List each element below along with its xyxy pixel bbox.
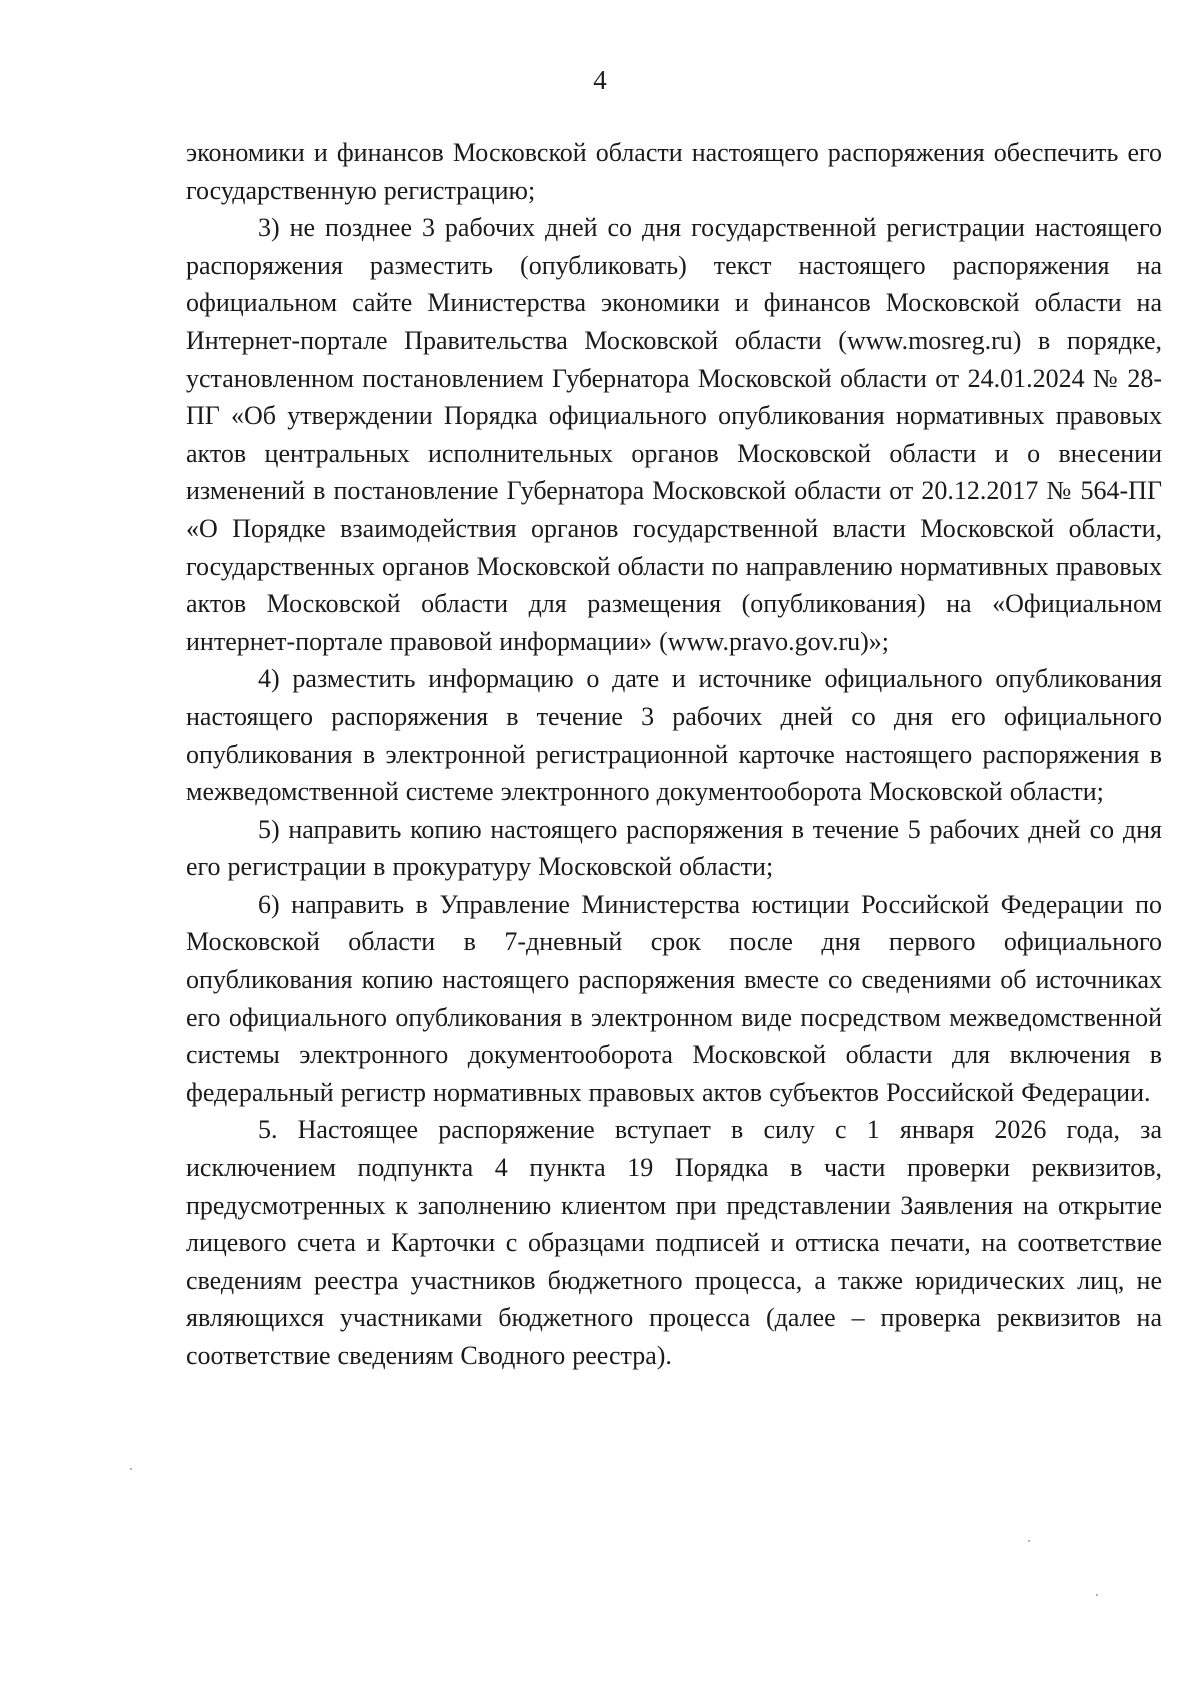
document-body xyxy=(186,134,1162,1375)
paragraph-item-3: 3) не позднее 3 рабочих дней со дня государственной регистрации настоящего распоряжения разместить (опубликовать) текст настоящего распоряжения на официальном сайте Министерства экономики и финансов Московской области на Интернет-портале Правительства Московской области (www.mosreg.ru) в порядке, установленном постановлением Губернатора Московской области от 24.01.2024 № 28-ПГ «Об утверждении Порядка официального опубликования нормативных правовых актов центральных исполнительных органов Московской области и о внесении изменений в постановление Губернатора Московской области от 20.12.2017 № 564-ПГ «О Порядке взаимодействия органов государственной власти Московской области, государственных органов Московской области по направлению нормативных правовых актов Московской области для размещения (опубликования) на «Официальном интернет-портале правовой информации» (www.pravo.gov.ru)»; xyxy=(186,213,1162,656)
paragraph-continuation: экономики и финансов Московской области настоящего распоряжения обеспечить его государственную регистрацию; xyxy=(186,138,1162,205)
scan-speck xyxy=(1028,1540,1030,1542)
scan-speck xyxy=(1096,1594,1098,1596)
paragraph-clause-5: 5. Настоящее распоряжение вступает в силу с 1 января 2026 года, за исключением подпункта 4 пункта 19 Порядка в части проверки реквизитов, предусмотренных к заполнению клиентом при представлении Заявления на открытие лицевого счета и Карточки с образцами подписей и оттиска печати, на соответствие сведениям реестра участников бюджетного процесса, а также юридических лиц, не являющихся участниками бюджетного процесса (далее – проверка реквизитов на соответствие сведениям Сводного реестра). xyxy=(186,1115,1162,1370)
page-number: 4 xyxy=(593,65,607,95)
paragraph-item-4: 4) разместить информацию о дате и источнике официального опубликования настоящего распоряжения в течение 3 рабочих дней со дня его официального опубликования в электронной регистрационной карточке настоящего распоряжения в межведомственной системе электронного документооборота Московской области; xyxy=(186,664,1162,807)
paragraph-item-6: 6) направить в Управление Министерства юстиции Российской Федерации по Московской области в 7-дневный срок после дня первого официального опубликования копию настоящего распоряжения вместе со сведениями об источниках его официального опубликования в электронном виде посредством межведомственной системы электронного документооборота Московской области для включения в федеральный регистр нормативных правовых актов субъектов Российской Федерации. xyxy=(186,889,1162,1107)
scan-speck xyxy=(130,1468,132,1470)
paragraph-item-5: 5) направить копию настоящего распоряжения в течение 5 рабочих дней со дня его регистрации в прокуратуру Московской области; xyxy=(186,814,1162,882)
